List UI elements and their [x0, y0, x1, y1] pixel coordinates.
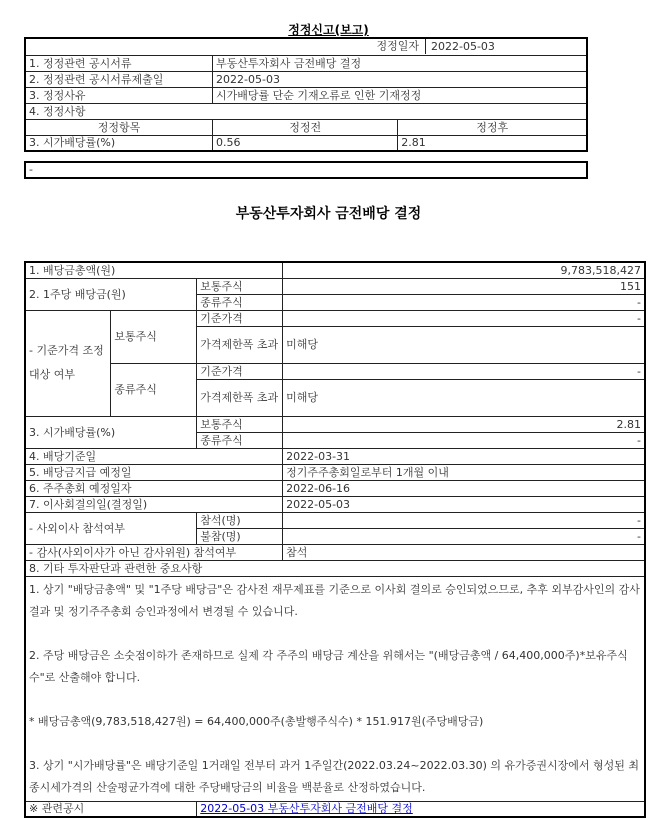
correction-footer	[24, 161, 588, 179]
preferred-share-label: 종류주식	[197, 294, 283, 310]
correction-row-label: 1. 정정관련 공시서류	[25, 55, 213, 71]
note-3: * 배당금총액(9,783,518,427원) = 64,400,000주(총발행주식수) * 151.917원(주당배당금)	[29, 714, 484, 728]
yield-label: 3. 시가배당률(%)	[25, 416, 197, 448]
note-4: 3. 상기 "시가배당률"은 배당기준일 1거래일 전부터 과거 1주일간(2022.03.24~2022.03.30) 의 유가증권시장에서 형성된 최종시세가격의 산술평균가격에 대한 주당배당금의 비율을 백분율로 산정하였습니다.	[29, 758, 639, 794]
correction-row-label: 4. 정정사항	[25, 103, 587, 119]
pay-date-value: 정기주주총회일로부터 1개월 이내	[283, 464, 645, 480]
correction-date-label: 정정일자	[376, 39, 419, 53]
total-dividend-value: 9,783,518,427	[283, 262, 645, 278]
other-matters-notes	[25, 576, 645, 801]
related-disclosure-link[interactable]: 2022-05-03 부동산투자회사 금전배당 결정	[200, 802, 413, 816]
common-share-label: 보통주식	[111, 310, 197, 363]
common-share-label: 보통주식	[197, 278, 283, 294]
correction-item: 3. 시가배당률(%)	[25, 135, 213, 151]
base-price-label: - 기준가격 조정 대상 여부	[25, 310, 111, 416]
yield-common-value: 2.81	[283, 416, 645, 432]
auditor-label: - 감사(사외이사가 아닌 감사위원) 참석여부	[25, 544, 283, 560]
outside-director-label: - 사외이사 참석여부	[25, 512, 197, 544]
correction-title: 정정신고(보고)	[288, 23, 369, 37]
base-price-word: 기준가격	[197, 363, 283, 379]
limit-common-value: 미해당	[283, 326, 645, 363]
correction-after: 2.81	[398, 135, 587, 151]
related-link-cell	[197, 801, 645, 817]
record-date-label: 4. 배당기준일	[25, 448, 283, 464]
correction-before: 0.56	[213, 135, 398, 151]
correction-date-row	[25, 38, 587, 55]
base-preferred-value: -	[283, 363, 645, 379]
correction-col-header: 정정전	[213, 119, 398, 135]
preferred-share-label: 종류주식	[111, 363, 197, 416]
absent-label: 불참(명)	[197, 528, 283, 544]
correction-row-value: 2022-05-03	[213, 71, 587, 87]
present-label: 참석(명)	[197, 512, 283, 528]
correction-footer-text: -	[29, 163, 33, 176]
report-table	[24, 261, 646, 818]
correction-table	[24, 37, 588, 152]
board-value: 2022-05-03	[283, 496, 645, 512]
correction-row-value: 시가배당률 단순 기재오류로 인한 기재정정	[213, 87, 587, 103]
auditor-value: 참석	[283, 544, 645, 560]
yield-preferred-value: -	[283, 432, 645, 448]
correction-col-header: 정정후	[398, 119, 587, 135]
board-label: 7. 이사회결의일(결정일)	[25, 496, 283, 512]
preferred-share-label: 종류주식	[197, 432, 283, 448]
meeting-label: 6. 주주총회 예정일자	[25, 480, 283, 496]
note-1: 1. 상기 "배당금총액" 및 "1주당 배당금"은 감사전 재무제표를 기준으로 이사회 결의로 승인되었으므로, 추후 외부감사인의 감사결과 및 정기주주총회 승인과정에서 변경될 수 있습니다.	[29, 582, 640, 618]
correction-row-label: 2. 정정관련 공시서류제출일	[25, 71, 213, 87]
report-title: 부동산투자회사 금전배당 결정	[235, 206, 422, 222]
base-common-value: -	[283, 310, 645, 326]
pay-date-label: 5. 배당금지급 예정일	[25, 464, 283, 480]
base-price-word: 기준가격	[197, 310, 283, 326]
per-share-preferred-value: -	[283, 294, 645, 310]
correction-date-value: 2022-05-03	[431, 39, 495, 53]
absent-value: -	[283, 528, 645, 544]
total-dividend-label: 1. 배당금총액(원)	[25, 262, 283, 278]
meeting-value: 2022-06-16	[283, 480, 645, 496]
limit-label: 가격제한폭 초과	[197, 379, 283, 416]
correction-col-header: 정정항목	[25, 119, 213, 135]
present-value: -	[283, 512, 645, 528]
note-2: 2. 주당 배당금은 소숫점이하가 존재하므로 실제 각 주주의 배당금 계산을 위해서는 "(배당금총액 / 64,400,000주)*보유주식수"로 산출해야 합니다.	[29, 648, 628, 684]
record-date-value: 2022-03-31	[283, 448, 645, 464]
per-share-label: 2. 1주당 배당금(원)	[25, 278, 197, 310]
common-share-label: 보통주식	[197, 416, 283, 432]
correction-row-value: 부동산투자회사 금전배당 결정	[213, 55, 587, 71]
other-matters-label: 8. 기타 투자판단과 관련한 중요사항	[25, 560, 645, 576]
correction-row-label: 3. 정정사유	[25, 87, 213, 103]
limit-preferred-value: 미해당	[283, 379, 645, 416]
related-label: ※ 관련공시	[25, 801, 197, 817]
limit-label: 가격제한폭 초과	[197, 326, 283, 363]
per-share-common-value: 151	[283, 278, 645, 294]
